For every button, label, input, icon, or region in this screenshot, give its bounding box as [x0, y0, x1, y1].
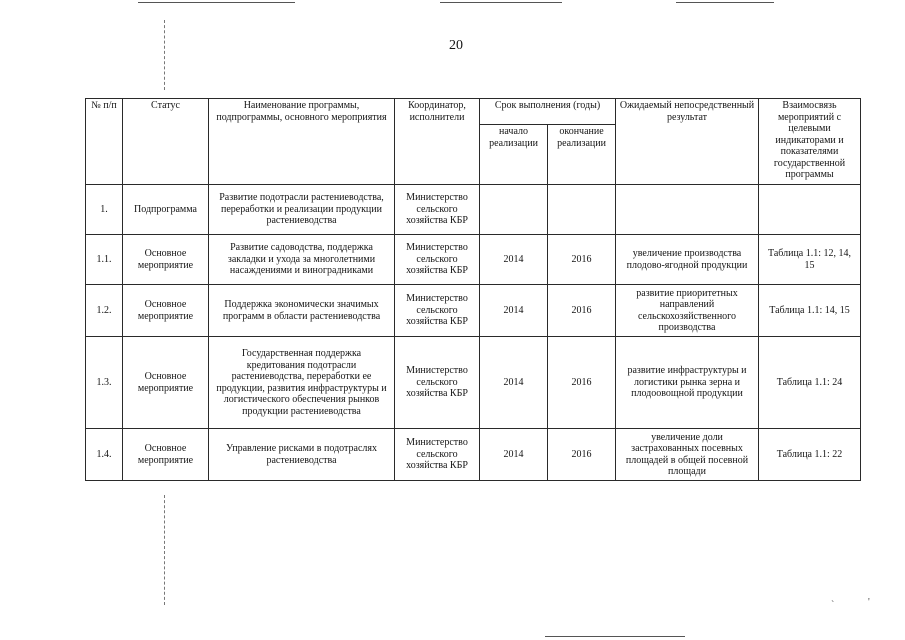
scan-speck-1: `: [831, 600, 835, 611]
bottom-scan-line: [545, 636, 685, 637]
row-result: развитие приоритетных направлений сельскохозяйственного производства: [616, 285, 759, 337]
header-term-start: начало реализации: [480, 125, 548, 185]
row-relation: Таблица 1.1: 12, 14, 15: [759, 235, 861, 285]
row-name: Государственная поддержка кредитования подотрасли растениеводства, переработки ее продукции, развития инфраструктуры и логистического обеспечения рынков продукции растениеводства: [209, 337, 395, 429]
header-num: № п/п: [86, 99, 123, 185]
row-result: [616, 185, 759, 235]
table-row: [86, 185, 861, 235]
row-coordinator: Министерство сельского хозяйства КБР: [395, 185, 480, 235]
row-start: 2014: [480, 235, 548, 285]
page-number: 20: [449, 38, 463, 53]
row-coordinator: Министерство сельского хозяйства КБР: [395, 235, 480, 285]
row-coordinator: Министерство сельского хозяйства КБР: [395, 429, 480, 481]
row-result: увеличение производства плодово-ягодной продукции: [616, 235, 759, 285]
program-table: [85, 98, 861, 481]
row-start: 2014: [480, 285, 548, 337]
row-end: 2016: [548, 337, 616, 429]
scan-speck-2: ': [868, 597, 870, 608]
row-status: Основное мероприятие: [123, 337, 209, 429]
table-row: [86, 285, 861, 337]
row-relation: Таблица 1.1: 24: [759, 337, 861, 429]
row-start: 2014: [480, 429, 548, 481]
header-name: Наименование программы, подпрограммы, основного мероприятия: [209, 99, 395, 185]
row-coordinator: Министерство сельского хозяйства КБР: [395, 337, 480, 429]
row-num: 1.: [86, 185, 123, 235]
row-num: 1.2.: [86, 285, 123, 337]
fold-line-bottom: [164, 495, 165, 605]
row-end: 2016: [548, 285, 616, 337]
top-scan-line-left: [138, 2, 295, 3]
header-status: Статус: [123, 99, 209, 185]
fold-line-top: [164, 20, 165, 90]
header-term-end: окончание реализации: [548, 125, 616, 185]
row-start: [480, 185, 548, 235]
header-term: Срок выполнения (годы): [480, 99, 616, 125]
row-result: развитие инфраструктуры и логистики рынка зерна и плодоовощной продукции: [616, 337, 759, 429]
row-result: увеличение доли застрахованных посевных площадей в общей посевной площади: [616, 429, 759, 481]
row-status: Основное мероприятие: [123, 429, 209, 481]
row-name: Управление рисками в подотраслях растениеводства: [209, 429, 395, 481]
header-coordinator: Координатор, исполнители: [395, 99, 480, 185]
row-status: Основное мероприятие: [123, 235, 209, 285]
header-relation: Взаимосвязь мероприятий с целевыми индикаторами и показателями государственной программы: [759, 99, 861, 185]
row-end: 2016: [548, 235, 616, 285]
top-scan-line-middle: [440, 2, 562, 3]
row-end: 2016: [548, 429, 616, 481]
row-status: Подпрограмма: [123, 185, 209, 235]
row-start: 2014: [480, 337, 548, 429]
row-num: 1.3.: [86, 337, 123, 429]
row-name: Развитие садоводства, поддержка закладки и ухода за многолетними насаждениями и виноградниками: [209, 235, 395, 285]
row-name: Поддержка экономически значимых программ в области растениеводства: [209, 285, 395, 337]
row-relation: [759, 185, 861, 235]
row-num: 1.1.: [86, 235, 123, 285]
row-coordinator: Министерство сельского хозяйства КБР: [395, 285, 480, 337]
row-num: 1.4.: [86, 429, 123, 481]
row-relation: Таблица 1.1: 14, 15: [759, 285, 861, 337]
table-row: [86, 337, 861, 429]
table-row: [86, 235, 861, 285]
row-end: [548, 185, 616, 235]
row-relation: Таблица 1.1: 22: [759, 429, 861, 481]
table-row: [86, 429, 861, 481]
row-name: Развитие подотрасли растениеводства, переработки и реализации продукции растениеводства: [209, 185, 395, 235]
header-result: Ожидаемый непосредственный результат: [616, 99, 759, 185]
row-status: Основное мероприятие: [123, 285, 209, 337]
top-scan-line-right: [676, 2, 774, 3]
